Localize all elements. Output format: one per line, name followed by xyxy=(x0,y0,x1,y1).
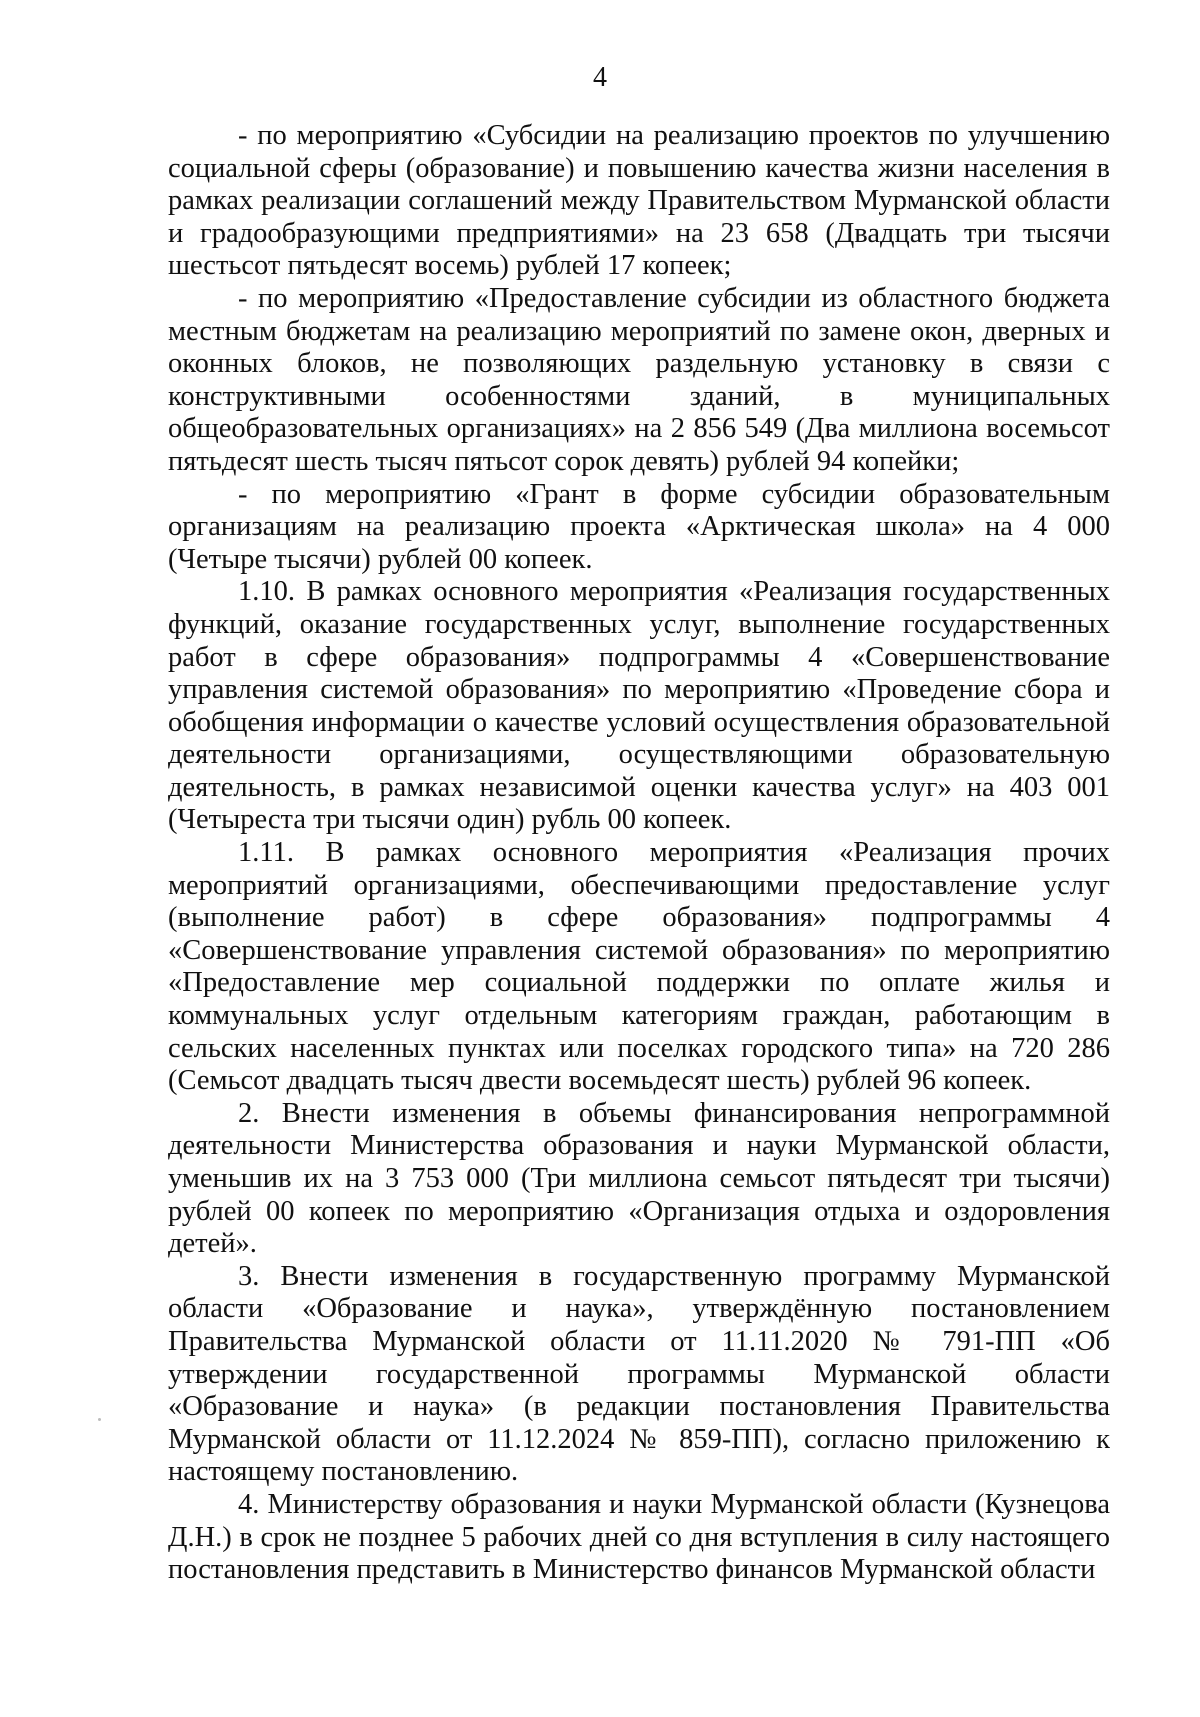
paragraph-measure-social-sphere: - по мероприятию «Субсидии на реализацию проектов по улучшению социальной сферы (образование) и повышению качества жизни населения в рамках реализации соглашений между Правительством Мурманской области и градообразующими предприятиями» на 23 658 (Двадцать три тысячи шестьсот пятьдесят восемь) рублей 17 копеек; xyxy=(168,120,1110,282)
paragraph-3: 3. Внести изменения в государственную программу Мурманской области «Образование и наука», утверждённую постановлением Правительства Мурманской области от 11.11.2020 № 791-ПП «Об утверждении государственной программы Мурманской области «Образование и наука» (в редакции постановления Правительства Мурманской области от 11.12.2024 № 859-ПП), согласно приложению к настоящему постановлению. xyxy=(168,1260,1110,1488)
paragraph-2: 2. Внести изменения в объемы финансирования непрограммной деятельности Министерства образования и науки Мурманской области, уменьшив их на 3 753 000 (Три миллиона семьсот пятьдесят три тысячи) рублей 00 копеек по мероприятию «Организация отдыха и оздоровления детей». xyxy=(168,1097,1110,1260)
paragraph-measure-arctic-school-grant: - по мероприятию «Грант в форме субсидии образовательным организациям на реализацию проекта «Арктическая школа» на 4 000 (Четыре тысячи) рублей 00 копеек. xyxy=(168,478,1110,575)
scan-speck xyxy=(98,1418,101,1421)
paragraph-measure-windows-replacement: - по мероприятию «Предоставление субсидии из областного бюджета местным бюджетам на реализацию мероприятий по замене окон, дверных и оконных блоков, не позволяющих раздельную установку в связи с конструктивными особенностями зданий, в муниципальных общеобразовательных организациях» на 2 856 549 (Два миллиона восемьсот пятьдесят шесть тысяч пятьсот сорок девять) рублей 94 копейки; xyxy=(168,282,1110,477)
document-body xyxy=(168,120,1110,1587)
page-number: 4 xyxy=(593,62,607,93)
paragraph-4: 4. Министерству образования и науки Мурманской области (Кузнецова Д.Н.) в срок не позднее 5 рабочих дней со дня вступления в силу настоящего постановления представить в Министерство финансов Мурманской области xyxy=(168,1488,1110,1586)
paragraph-1-10: 1.10. В рамках основного мероприятия «Реализация государственных функций, оказание государственных услуг, выполнение государственных работ в сфере образования» подпрограммы 4 «Совершенствование управления системой образования» по мероприятию «Проведение сбора и обобщения информации о качестве условий осуществления образовательной деятельности организациями, осуществляющими образовательную деятельность, в рамках независимой оценки качества услуг» на 403 001 (Четыреста три тысячи один) рубль 00 копеек. xyxy=(168,576,1110,836)
paragraph-1-11: 1.11. В рамках основного мероприятия «Реализация прочих мероприятий организациями, обеспечивающими предоставление услуг (выполнение работ) в сфере образования» подпрограммы 4 «Совершенствование управления системой образования» по мероприятию «Предоставление мер социальной поддержки по оплате жилья и коммунальных услуг отдельным категориям граждан, работающим в сельских населенных пунктах или поселках городского типа» на 720 286 (Семьсот двадцать тысяч двести восемьдесят шесть) рублей 96 копеек. xyxy=(168,837,1110,1097)
